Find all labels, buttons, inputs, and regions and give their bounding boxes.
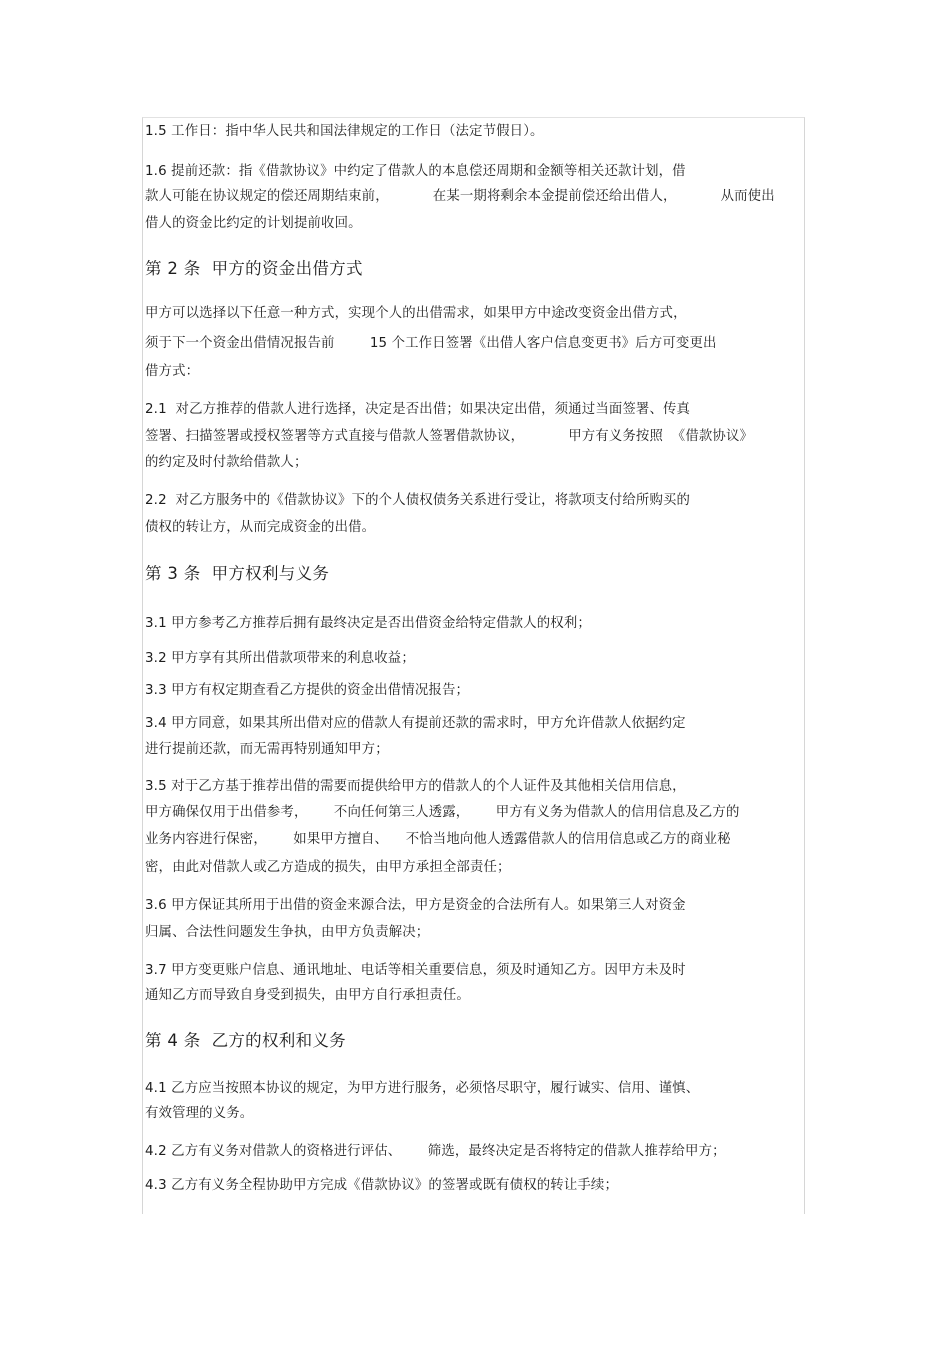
paragraph-line: 4.3 乙方有义务全程协助甲方完成《借款协议》的签署或既有债权的转让手续；: [145, 1178, 618, 1193]
paragraph-line: 的约定及时付款给借款人；: [145, 455, 308, 470]
paragraph-line: 3.2 甲方享有其所出借款项带来的利息收益；: [145, 651, 415, 666]
paragraph-line: 借人的资金比约定的计划提前收回。: [145, 216, 362, 231]
paragraph-line: 签署、扫描签署或授权签署等方式直接与借款人签署借款协议， 甲方有义务按照 《借款协议》: [145, 429, 754, 444]
paragraph-line: 债权的转让方，从而完成资金的出借。: [145, 520, 376, 535]
paragraph-line: 3.3 甲方有权定期查看乙方提供的资金出借情况报告；: [145, 683, 470, 698]
paragraph-line: 业务内容进行保密， 如果甲方擅自、 不恰当地向他人透露借款人的信用信息或乙方的商业秘: [145, 832, 731, 847]
paragraph-line: 通知乙方而导致自身受到损失，由甲方自行承担责任。: [145, 988, 470, 1003]
paragraph-line: 4.2 乙方有义务对借款人的资格进行评估、 筛选，最终决定是否将特定的借款人推荐给甲方；: [145, 1144, 726, 1159]
paragraph-line: 归属、合法性问题发生争执，由甲方负责解决；: [145, 925, 430, 940]
paragraph-line: 进行提前还款，而无需再特别通知甲方；: [145, 742, 389, 757]
section-heading: 第 3 条 甲方权利与义务: [145, 564, 330, 583]
paragraph-line: 3.7 甲方变更账户信息、通讯地址、电话等相关重要信息，须及时通知乙方。因甲方未及时: [145, 963, 686, 978]
paragraph-line: 3.6 甲方保证其所用于出借的资金来源合法，甲方是资金的合法所有人。如果第三人对资金: [145, 898, 686, 913]
paragraph-line: 借方式：: [145, 364, 200, 379]
paragraph-line: 有效管理的义务。: [145, 1106, 254, 1121]
paragraph-line: 1.6 提前还款：指《借款协议》中约定了借款人的本息偿还周期和金额等相关还款计划，借: [145, 164, 686, 179]
section-heading: 第 2 条 甲方的资金出借方式: [145, 259, 363, 278]
paragraph-line: 4.1 乙方应当按照本协议的规定，为甲方进行服务，必须恪尽职守，履行诚实、信用、谨慎、: [145, 1081, 700, 1096]
paragraph-line: 须于下一个资金出借情况报告前 15 个工作日签署《出借人客户信息变更书》后方可变更出: [145, 336, 717, 351]
paragraph-line: 2.1 对乙方推荐的借款人进行选择，决定是否出借；如果决定出借，须通过当面签署、传真: [145, 402, 691, 417]
paragraph-line: 甲方确保仅用于出借参考， 不向任何第三人透露， 甲方有义务为借款人的信用信息及乙方的: [145, 805, 740, 820]
document-page: [142, 117, 805, 1214]
paragraph-line: 3.5 对于乙方基于推荐出借的需要而提供给甲方的借款人的个人证件及其他相关信用信息，: [145, 779, 686, 794]
paragraph-line: 3.4 甲方同意，如果其所出借对应的借款人有提前还款的需求时，甲方允许借款人依据约定: [145, 716, 686, 731]
paragraph-line: 甲方可以选择以下任意一种方式，实现个人的出借需求，如果甲方中途改变资金出借方式，: [145, 306, 687, 321]
paragraph-line: 款人可能在协议规定的偿还周期结束前， 在某一期将剩余本金提前偿还给出借人， 从而使出: [145, 189, 775, 204]
paragraph-line: 2.2 对乙方服务中的《借款协议》下的个人债权债务关系进行受让，将款项支付给所购买的: [145, 493, 691, 508]
paragraph-line: 密，由此对借款人或乙方造成的损失，由甲方承担全部责任；: [145, 860, 511, 875]
paragraph-line: 1.5 工作日：指中华人民共和国法律规定的工作日（法定节假日）。: [145, 124, 544, 139]
section-heading: 第 4 条 乙方的权利和义务: [145, 1031, 346, 1050]
paragraph-line: 3.1 甲方参考乙方推荐后拥有最终决定是否出借资金给特定借款人的权利；: [145, 616, 591, 631]
